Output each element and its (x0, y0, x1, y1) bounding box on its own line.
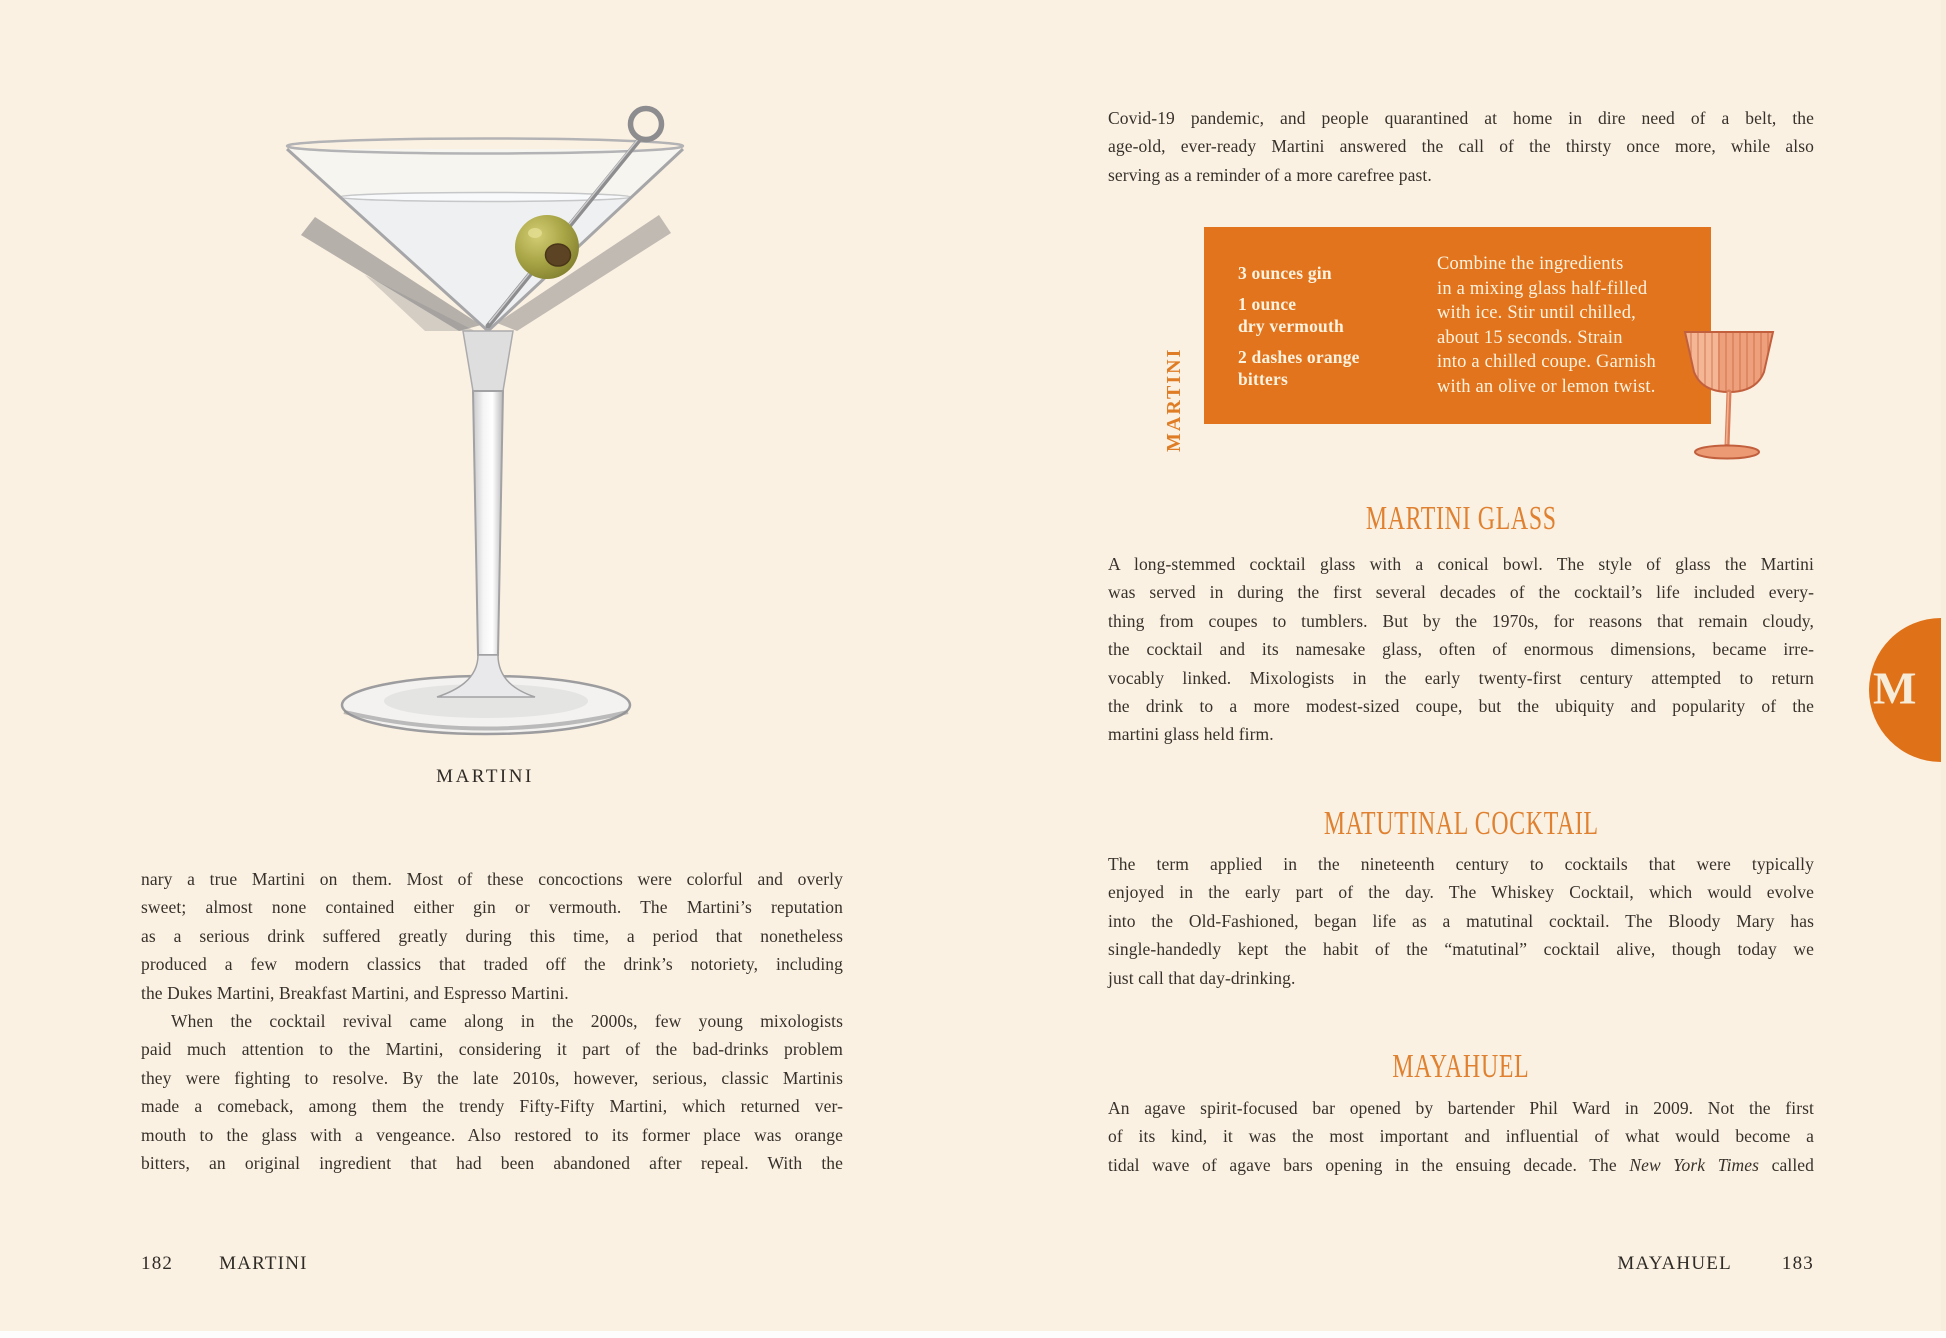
running-head-left: MARTINI (219, 1253, 308, 1274)
mayahuel-last-line: tidal wave of agave bars opening in the ensuing decade. The New York Times called (1108, 1154, 1815, 1175)
matutinal-cocktail-paragraph: The term applied in the nineteenth century to cocktails that were typically enjoyed in the early part of the day. The Whiskey Cocktail, which would evolve into the Old-Fashioned, began life as a matutinal cocktail. The Bloody Mary has single-handedly kept the habit of the “matutinal” cocktail alive, though today we just call that day-drinking. (1108, 854, 1814, 988)
section-heading-matutinal-cocktail: MATUTINAL COCKTAIL (1323, 805, 1599, 842)
left-body-text (141, 865, 843, 1177)
intro-paragraph: Covid-19 pandemic, and people quarantined at home in dire need of a belt, the age-old, ever-ready Martini answered the call of the thirsty once more, while also serving as a reminder of a more carefree past. (1108, 108, 1814, 185)
coupe-foot (1695, 446, 1759, 459)
martini-glass-paragraph: A long-stemmed cocktail glass with a conical bowl. The style of glass the Martini was served in during the first several decades of the cocktail’s life included every- thing from coupes to tumblers. But by the 1970s, for reasons that remain cloudy, the cocktail and its namesake glass, often of enormous dimensions, became irre- vocably linked. Mixologists in the early twenty-first century attempted to return the drink to a more modest-sized coupe, but the ubiquity and popularity of the martini glass held firm. (1108, 554, 1814, 745)
martini-glass-illustration (245, 95, 725, 745)
ingredient-gin: 3 ounces gin (1238, 263, 1332, 283)
tab-letter: M (1873, 662, 1917, 714)
pick-loop (631, 109, 662, 140)
recipe-instructions: Combine the ingredients in a mixing glass half-filled with ice. Stir until chilled, about 15 seconds. Strain into a chilled coupe. Garnish with an olive or lemon twist. (1437, 254, 1657, 397)
recipe-ingredients (1238, 262, 1418, 399)
alphabet-tab-m (1869, 618, 1946, 762)
italic-publication-name: New York Times (1629, 1154, 1760, 1175)
illustration-caption: MARTINI (436, 766, 534, 787)
left-paragraph-1: nary a true Martini on them. Most of these concoctions were colorful and overly sweet; almost none contained either gin or vermouth. The Martini’s reputation as a serious drink suffered greatly during this time, a period that nonetheless produced a few modern classics that traded off the drink’s notoriety, including the Dukes Martini, Breakfast Martini, and Espresso Martini. (141, 869, 843, 1003)
section-heading-mayahuel: MAYAHUEL (1392, 1048, 1530, 1085)
page-number-right: 183 (1781, 1253, 1814, 1274)
ingredient-bitters: 2 dashes orange bitters (1238, 347, 1360, 389)
olive-pit-hole (546, 244, 571, 266)
right-footer (1108, 1253, 1814, 1275)
mayahuel-paragraph (1108, 1094, 1814, 1179)
ingredient-vermouth: 1 ounce dry vermouth (1238, 294, 1344, 336)
glass-bowl-base (463, 331, 513, 391)
page-number-left: 182 (141, 1253, 174, 1274)
left-paragraph-2: When the cocktail revival came along in the 2000s, few young mixologists paid much attention to the Martini, considering it part of the bad-drinks problem they were fighting to resolve. By the late 2010s, however, serious, classic Martinis made a comeback, among them the trendy Fifty-Fifty Martini, which returned ver- mouth to the glass with a vengeance. Also restored to its former place was orange bitters, an original ingredient that had been abandoned after repeal. With the (141, 1011, 843, 1174)
running-head-right: MAYAHUEL (1617, 1253, 1732, 1274)
coupe-glass-illustration (1676, 326, 1780, 462)
page-edge-right (1941, 0, 1946, 1338)
recipe-side-label: MARTINI (1163, 347, 1185, 452)
page-edge-bottom (0, 1331, 1946, 1338)
left-footer (141, 1253, 308, 1275)
glass-stem (473, 391, 503, 655)
section-heading-martini-glass: MARTINI GLASS (1365, 500, 1557, 537)
mayahuel-lines: An agave spirit-focused bar opened by bartender Phil Ward in 2009. Not the first of its kind, it was the most important and influential of what would become a (1108, 1098, 1814, 1147)
olive (515, 215, 579, 279)
